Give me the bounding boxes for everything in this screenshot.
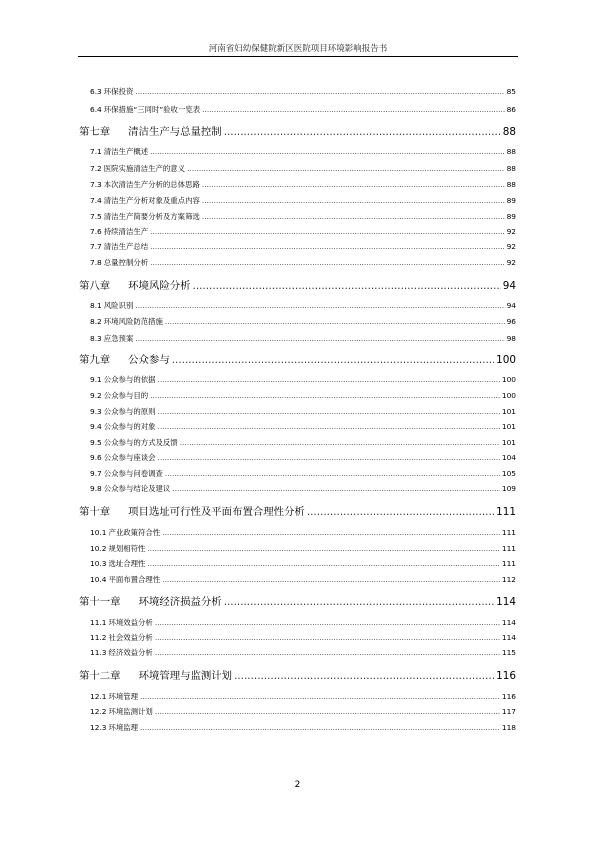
- toc-section-entry[interactable]: [90, 421, 516, 432]
- toc-entry-number: 7.4: [90, 196, 102, 205]
- dot-leader: [202, 180, 505, 189]
- toc-section-entry[interactable]: [90, 86, 516, 97]
- toc-entry-page: 111: [496, 506, 516, 518]
- toc-entry-page: 89: [506, 196, 516, 205]
- toc-section-entry[interactable]: [90, 146, 516, 157]
- toc-entry-title: 公众参与的依据: [103, 375, 156, 384]
- dot-leader: [155, 618, 500, 627]
- toc-section-entry[interactable]: [90, 374, 516, 385]
- dot-leader: [135, 301, 504, 310]
- dot-leader: [202, 196, 505, 205]
- toc-entry-title: 环境管理: [108, 692, 139, 701]
- toc-section-entry[interactable]: [90, 468, 516, 479]
- dot-leader: [147, 559, 499, 568]
- toc-entry-page: 117: [501, 707, 516, 716]
- dot-leader: [187, 164, 505, 173]
- toc-entry-page: 114: [496, 596, 516, 608]
- toc-entry-title: 清洁生产简要分析及方案筛选: [103, 212, 200, 221]
- toc-chapter-entry[interactable]: [79, 593, 516, 608]
- toc-entry-page: 114: [501, 618, 516, 627]
- toc-entry-number: 第十一章: [79, 596, 121, 608]
- toc-entry-page: 92: [506, 242, 516, 251]
- toc-entry-page: 96: [506, 317, 516, 326]
- toc-section-entry[interactable]: [90, 390, 516, 401]
- toc-section-entry[interactable]: [90, 226, 516, 237]
- toc-section-entry[interactable]: [90, 195, 516, 206]
- toc-entry-title: 清洁生产分析对象及重点内容: [103, 196, 200, 205]
- toc-entry-title: 公众参与问卷调查: [103, 469, 163, 478]
- toc-section-entry[interactable]: [90, 574, 516, 585]
- toc-section-entry[interactable]: [90, 163, 516, 174]
- toc-entry-number: 第七章: [79, 126, 111, 138]
- toc-section-entry[interactable]: [90, 543, 516, 554]
- dot-leader: [193, 280, 501, 292]
- toc-entry-title: 持续清洁生产: [103, 227, 149, 236]
- page-number: 2: [294, 780, 301, 790]
- toc-section-entry[interactable]: [90, 241, 516, 252]
- toc-entry-title: 公众参与: [128, 354, 170, 366]
- toc-entry-number: 6.4: [90, 105, 102, 114]
- dot-leader: [234, 670, 494, 682]
- toc-entry-page: 98: [506, 334, 516, 343]
- toc-entry-page: 85: [506, 87, 516, 96]
- toc-entry-title: 公众参与目的: [103, 391, 149, 400]
- dot-leader: [307, 506, 494, 518]
- toc-entry-page: 114: [501, 633, 516, 642]
- toc-section-entry[interactable]: [90, 483, 516, 494]
- toc-entry-page: 101: [501, 438, 516, 447]
- dot-leader: [172, 484, 500, 493]
- toc-entry-page: 88: [506, 164, 516, 173]
- dot-leader: [224, 126, 501, 138]
- toc-entry-number: 6.3: [90, 87, 102, 96]
- toc-entry-number: 9.5: [90, 438, 102, 447]
- toc-entry-page: 100: [501, 391, 516, 400]
- toc-entry-number: 10.4: [90, 575, 107, 584]
- toc-entry-number: 12.1: [90, 692, 107, 701]
- dot-leader: [150, 227, 504, 236]
- toc-entry-page: 100: [496, 354, 516, 366]
- toc-entry-number: 7.2: [90, 164, 102, 173]
- toc-entry-number: 7.7: [90, 242, 102, 251]
- toc-entry-title: 公众参与结论及建议: [103, 484, 171, 493]
- toc-entry-page: 111: [501, 544, 516, 553]
- toc-entry-title: 经济效益分析: [108, 648, 153, 657]
- toc-entry-title: 医院实施清洁生产的意义: [103, 164, 186, 173]
- toc-entry-number: 9.6: [90, 453, 102, 462]
- toc-section-entry[interactable]: [90, 104, 516, 115]
- toc-entry-title: 环境监测计划: [108, 707, 153, 716]
- toc-entry-page: 101: [501, 422, 516, 431]
- dot-leader: [140, 723, 500, 732]
- toc-entry-title: 项目选址可行性及平面布置合理性分析: [128, 506, 305, 518]
- toc-entry-page: 101: [501, 407, 516, 416]
- toc-entry-number: 7.3: [90, 180, 102, 189]
- toc-entry-title: 公众参与的原则: [103, 407, 156, 416]
- toc-entry-title: 社会效益分析: [108, 633, 153, 642]
- toc-section-entry[interactable]: [90, 437, 516, 448]
- toc-entry-page: 111: [501, 559, 516, 568]
- toc-chapter-entry[interactable]: [79, 351, 516, 366]
- toc-entry-number: 9.3: [90, 407, 102, 416]
- toc-section-entry[interactable]: [90, 406, 516, 417]
- toc-entry-title: 清洁生产与总量控制: [128, 126, 222, 138]
- toc-section-entry[interactable]: [90, 316, 516, 327]
- dot-leader: [202, 105, 504, 114]
- toc-section-entry[interactable]: [90, 257, 516, 268]
- toc-entry-page: 105: [501, 469, 516, 478]
- toc-entry-title: 环保投资: [103, 87, 134, 96]
- toc-entry-title: 清洁生产总结: [103, 242, 149, 251]
- toc-section-entry[interactable]: [90, 179, 516, 190]
- toc-entry-title: 公众参与座谈会: [103, 453, 156, 462]
- toc-section-entry[interactable]: [90, 211, 516, 222]
- toc-entry-page: 89: [506, 212, 516, 221]
- dot-leader: [172, 354, 494, 366]
- toc-entry-number: 9.1: [90, 375, 102, 384]
- toc-entry-number: 7.8: [90, 258, 102, 267]
- toc-entry-title: 规划相符性: [108, 544, 146, 553]
- toc-entry-page: 118: [501, 723, 516, 732]
- toc-entry-page: 116: [496, 670, 516, 682]
- toc-entry-page: 88: [506, 180, 516, 189]
- dot-leader: [150, 242, 504, 251]
- running-header: 河南省妇幼保健院新区医院项目环境影响报告书: [208, 44, 388, 54]
- toc-entry-page: 88: [502, 126, 516, 138]
- toc-section-entry[interactable]: [90, 617, 516, 628]
- toc-entry-page: 116: [501, 692, 516, 701]
- toc-entry-title: 应急预案: [103, 334, 134, 343]
- dot-leader: [150, 147, 504, 156]
- toc-entry-title: 本次清洁生产分析的总体思路: [103, 180, 200, 189]
- toc-entry-page: 104: [501, 453, 516, 462]
- toc-entry-number: 7.1: [90, 147, 102, 156]
- toc-chapter-entry[interactable]: [79, 277, 516, 292]
- toc-entry-number: 8.2: [90, 317, 102, 326]
- dot-leader: [202, 212, 505, 221]
- dot-leader: [155, 633, 500, 642]
- toc-entry-page: 94: [506, 301, 516, 310]
- toc-entry-page: 100: [501, 375, 516, 384]
- toc-section-entry[interactable]: [90, 722, 516, 733]
- toc-entry-title: 环境风险分析: [128, 280, 191, 292]
- toc-entry-number: 第九章: [79, 354, 111, 366]
- dot-leader: [140, 692, 500, 701]
- toc-entry-title: 清洁生产概述: [103, 147, 149, 156]
- toc-section-entry[interactable]: [90, 706, 516, 717]
- dot-leader: [162, 528, 500, 537]
- toc-entry-title: 环境经济损益分析: [138, 596, 222, 608]
- toc-section-entry[interactable]: [90, 691, 516, 702]
- toc-entry-number: 第十二章: [79, 670, 121, 682]
- toc-entry-number: 9.7: [90, 469, 102, 478]
- toc-chapter-entry[interactable]: [79, 123, 516, 138]
- toc-entry-number: 11.2: [90, 633, 107, 642]
- toc-entry-number: 11.3: [90, 648, 107, 657]
- toc-section-entry[interactable]: [90, 647, 516, 658]
- dot-leader: [165, 469, 500, 478]
- dot-leader: [158, 453, 500, 462]
- toc-entry-page: 86: [506, 105, 516, 114]
- toc-entry-page: 94: [502, 280, 516, 292]
- toc-chapter-entry[interactable]: [79, 667, 516, 682]
- dot-leader: [165, 317, 505, 326]
- toc-entry-number: 7.5: [90, 212, 102, 221]
- toc-entry-title: 环境监理: [108, 723, 139, 732]
- dot-leader: [147, 544, 499, 553]
- dot-leader: [180, 438, 500, 447]
- toc-entry-number: 10.1: [90, 528, 107, 537]
- toc-entry-page: 112: [501, 575, 516, 584]
- toc-entry-number: 9.4: [90, 422, 102, 431]
- toc-section-entry[interactable]: [90, 632, 516, 643]
- toc-entry-title: 风险识别: [103, 301, 134, 310]
- toc-entry-number: 9.2: [90, 391, 102, 400]
- dot-leader: [155, 648, 500, 657]
- toc-entry-number: 12.3: [90, 723, 107, 732]
- toc-entry-page: 109: [501, 484, 516, 493]
- dot-leader: [224, 596, 494, 608]
- toc-section-entry[interactable]: [90, 527, 516, 538]
- dot-leader: [158, 407, 500, 416]
- toc-entry-page: 115: [501, 648, 516, 657]
- toc-entry-title: 环保措施“三同时”验收一览表: [103, 105, 201, 114]
- toc-entry-number: 7.6: [90, 227, 102, 236]
- dot-leader: [158, 375, 500, 384]
- toc-entry-number: 第八章: [79, 280, 111, 292]
- dot-leader: [135, 334, 504, 343]
- dot-leader: [135, 87, 504, 96]
- toc-entry-title: 平面布置合理性: [108, 575, 161, 584]
- toc-entry-title: 选址合理性: [108, 559, 146, 568]
- toc-entry-page: 92: [506, 258, 516, 267]
- toc-entry-title: 环境管理与监测计划: [138, 670, 233, 682]
- toc-section-entry[interactable]: [90, 333, 516, 344]
- toc-entry-number: 11.1: [90, 618, 107, 627]
- toc-entry-number: 8.1: [90, 301, 102, 310]
- toc-entry-number: 12.2: [90, 707, 107, 716]
- toc-section-entry[interactable]: [90, 452, 516, 463]
- toc-entry-page: 92: [506, 227, 516, 236]
- toc-section-entry[interactable]: [90, 558, 516, 569]
- toc-chapter-entry[interactable]: [79, 503, 516, 518]
- toc-entry-number: 第十章: [79, 506, 111, 518]
- toc-entry-title: 环境风险防范措施: [103, 317, 163, 326]
- dot-leader: [162, 575, 500, 584]
- toc-entry-number: 9.8: [90, 484, 102, 493]
- header-rule: [78, 56, 518, 57]
- toc-entry-number: 10.3: [90, 559, 107, 568]
- toc-entry-title: 环境效益分析: [108, 618, 153, 627]
- toc-entry-page: 88: [506, 147, 516, 156]
- dot-leader: [150, 391, 500, 400]
- dot-leader: [155, 707, 500, 716]
- toc-entry-title: 公众参与的对象: [103, 422, 156, 431]
- toc-entry-title: 总量控制分析: [103, 258, 149, 267]
- dot-leader: [158, 422, 500, 431]
- toc-entry-title: 产业政策符合性: [108, 528, 161, 537]
- toc-entry-number: 8.3: [90, 334, 102, 343]
- toc-entry-page: 111: [501, 528, 516, 537]
- dot-leader: [150, 258, 504, 267]
- toc-section-entry[interactable]: [90, 300, 516, 311]
- toc-entry-title: 公众参与的方式及反馈: [103, 438, 178, 447]
- toc-entry-number: 10.2: [90, 544, 107, 553]
